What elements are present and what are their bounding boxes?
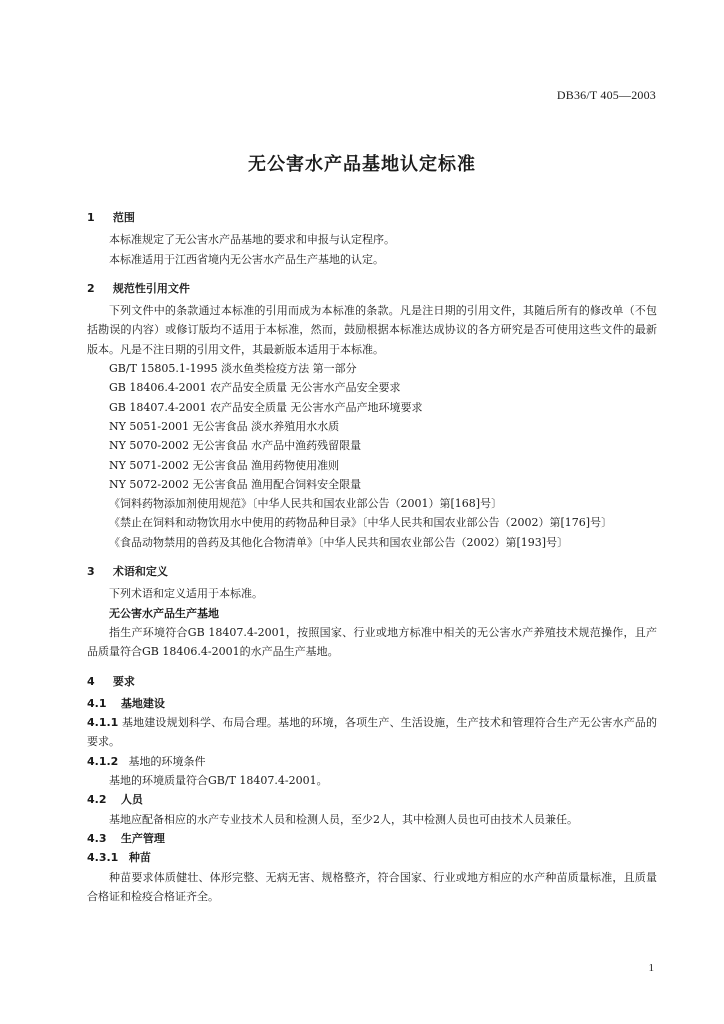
subsection-title: 生产管理 xyxy=(120,831,165,845)
term-definition: 指生产环境符合GB 18407.4-2001，按照国家、行业或地方标准中相关的无公害水产养殖技术规范操作，且产品质量符合GB 18406.4-2001的水产品生产基地。 xyxy=(87,625,657,659)
paragraph: 种苗要求体质健壮、体形完整、无病无害、规格整齐，符合国家、行业或地方相应的水产种苗质量标准，且质量合格证和检疫合格证齐全。 xyxy=(87,870,657,903)
paragraph: 本标准适用于江西省境内无公害水产品生产基地的认定。 xyxy=(109,252,384,266)
section-title: 术语和定义 xyxy=(112,565,168,579)
section-heading-4 xyxy=(87,672,657,691)
subsection-title: 人员 xyxy=(120,793,143,807)
paragraph: 基地应配备相应的水产专业技术人员和检测人员，至少2人，其中检测人员也可由技术人员兼任。 xyxy=(109,812,578,826)
section-number: 1 xyxy=(87,211,95,224)
term-name: 无公害水产品生产基地 xyxy=(109,606,219,620)
reference-item: GB 18406.4-2001 农产品安全质量 无公害水产品安全要求 xyxy=(109,381,401,395)
subsection-number: 4.1 xyxy=(87,696,107,710)
reference-item: 《禁止在饲料和动物饮用水中使用的药物品种目录》〔中华人民共和国农业部公告（2002）第[176]号〕 xyxy=(109,516,613,530)
document-title: 无公害水产品基地认定标准 xyxy=(248,154,476,175)
paragraph: 基地的环境质量符合GB/T 18407.4-2001。 xyxy=(109,774,328,788)
subsection-heading-4-3-1 xyxy=(87,848,657,867)
clause-title: 基地的环境条件 xyxy=(128,754,206,768)
section-heading-2 xyxy=(87,279,657,298)
reference-item: 《食品动物禁用的兽药及其他化合物清单》〔中华人民共和国农业部公告（2002）第[193]号〕 xyxy=(109,535,569,549)
section-number: 3 xyxy=(87,565,95,579)
section-number: 2 xyxy=(87,281,95,295)
document-code: DB36/T 405—2003 xyxy=(556,88,656,102)
clause-number: 4.1.2 xyxy=(87,754,119,768)
paragraph: 本标准规定了无公害水产品基地的要求和申报与认定程序。 xyxy=(109,233,395,247)
subsection-title: 基地建设 xyxy=(120,696,165,710)
subsection-heading-4-1 xyxy=(87,694,657,713)
clause-title: 种苗 xyxy=(128,851,151,865)
section-heading-3 xyxy=(87,562,657,581)
clause-number: 4.3.1 xyxy=(87,851,119,865)
clause-text: 基地建设规划科学、布局合理。基地的环境，各项生产、生活设施，生产技术和管理符合生产无公害水产品的要求。 xyxy=(87,716,658,749)
section-title: 范围 xyxy=(112,211,135,224)
subsection-number: 4.3 xyxy=(87,831,107,845)
reference-item: NY 5072-2002 无公害食品 渔用配合饲料安全限量 xyxy=(109,477,362,491)
subsection-heading-4-1-2 xyxy=(87,752,657,771)
reference-item: GB/T 15805.1-1995 淡水鱼类检疫方法 第一部分 xyxy=(109,362,357,376)
section-heading-1 xyxy=(87,208,657,227)
subsection-heading-4-2 xyxy=(87,790,657,809)
section-title: 要求 xyxy=(112,674,135,688)
page-number: 1 xyxy=(648,962,654,974)
reference-item: NY 5051-2001 无公害食品 淡水养殖用水水质 xyxy=(109,419,340,433)
subsection-heading-4-3 xyxy=(87,829,657,848)
clause-number: 4.1.1 xyxy=(87,716,119,730)
reference-item: NY 5070-2002 无公害食品 水产品中渔药残留限量 xyxy=(109,439,362,453)
paragraph: 下列术语和定义适用于本标准。 xyxy=(109,587,263,601)
reference-item: 《饲料药物添加剂使用规范》〔中华人民共和国农业部公告（2001）第[168]号〕 xyxy=(109,497,503,511)
reference-item: NY 5071-2002 无公害食品 渔用药物使用准则 xyxy=(109,458,340,472)
paragraph: 下列文件中的条款通过本标准的引用而成为本标准的条款。凡是注日期的引用文件，其随后所有的修改单（不包括勘误的内容）或修订版均不适用于本标准，然而，鼓励根据本标准达成协议的各方研究是否可使用这些文件的最新版本。凡是不注日期的引用文件，其最新版本适用于本标准。 xyxy=(87,304,657,356)
section-number: 4 xyxy=(87,674,95,688)
clause-4-1-1 xyxy=(87,713,657,752)
reference-item: GB 18407.4-2001 农产品安全质量 无公害水产品产地环境要求 xyxy=(109,400,423,414)
subsection-number: 4.2 xyxy=(87,793,107,807)
document-body xyxy=(87,208,657,906)
section-title: 规范性引用文件 xyxy=(112,281,190,295)
